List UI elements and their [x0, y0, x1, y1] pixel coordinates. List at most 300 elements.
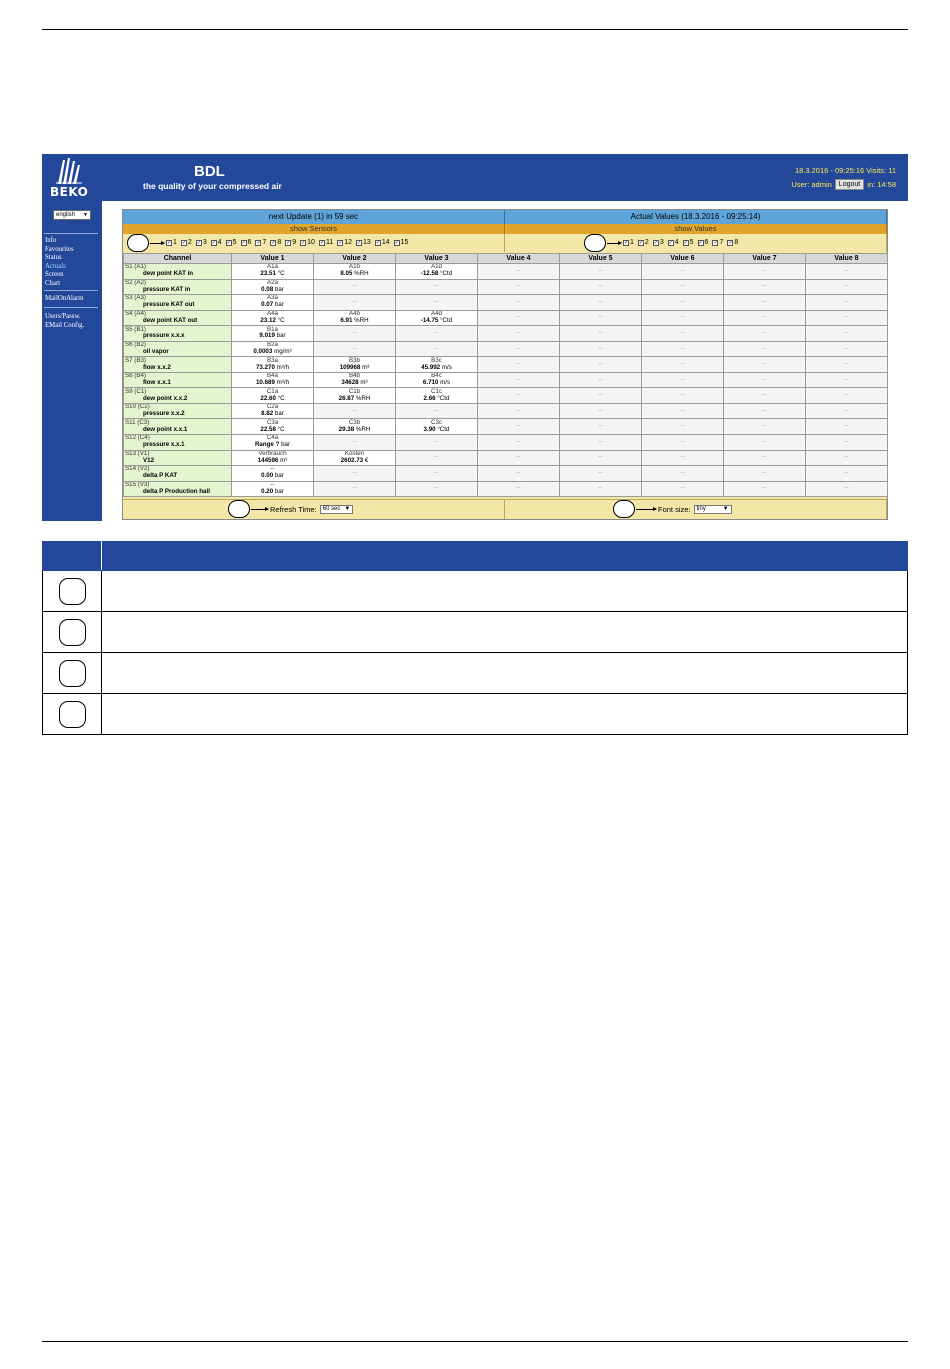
value-unit: m/s [441, 363, 452, 371]
sidebar-item-screen[interactable]: Screen [45, 271, 64, 278]
table-row [124, 264, 888, 280]
table-body [124, 264, 888, 497]
sidebar-item-status[interactable]: Status [45, 254, 62, 261]
value-checkbox[interactable] [727, 238, 738, 247]
checkbox-checked-icon[interactable]: ✓ [713, 239, 718, 246]
sensor-checkbox-cell [123, 234, 505, 252]
language-select[interactable] [53, 210, 91, 220]
callout-marker [127, 234, 149, 252]
sensor-checkbox[interactable] [375, 238, 390, 247]
empty-value-cell: -- [642, 326, 724, 342]
empty-value-cell: -- [724, 419, 806, 435]
callout-marker [228, 500, 250, 518]
value-reading [396, 396, 477, 403]
value-label: C1a [266, 387, 279, 395]
empty-value-cell: -- [642, 435, 724, 451]
value-number: Range ? [254, 441, 280, 449]
checkbox-checked-icon[interactable]: ✓ [211, 239, 216, 246]
legend-row [43, 653, 908, 694]
channel-id: S9 (C1) [125, 387, 147, 395]
channel-cell [124, 264, 232, 280]
value-cell [232, 295, 314, 311]
checkbox-checked-icon[interactable]: ✓ [301, 239, 306, 246]
sensor-checkbox[interactable] [226, 238, 237, 247]
value-reading [232, 349, 313, 356]
value-unit: °Ctd [440, 270, 453, 278]
sensor-checkbox-label: 4 [217, 239, 222, 246]
app-subtitle: the quality of your compressed air [143, 181, 282, 191]
channel-id: S7 (B3) [125, 356, 146, 364]
value-checkbox[interactable] [653, 238, 664, 247]
value-cell [232, 310, 314, 326]
value-unit: € [364, 456, 369, 464]
value-unit: m/s [440, 379, 451, 387]
sensor-checkbox[interactable] [285, 238, 296, 247]
empty-value-cell: -- [724, 450, 806, 466]
legend-table [42, 541, 908, 735]
table-row [124, 481, 888, 497]
arrow-icon [251, 509, 268, 510]
channel-id: S14 (V2) [125, 465, 150, 473]
empty-value-cell: -- [642, 481, 724, 497]
language-value: english [56, 212, 76, 218]
table-row [124, 279, 888, 295]
sensor-checkbox[interactable] [356, 238, 371, 247]
logout-button[interactable]: Logout [835, 179, 864, 190]
sidebar-menu-config [45, 313, 84, 330]
sensor-checkbox-label: 9 [292, 239, 297, 246]
channel-name: flow x.x.2 [143, 363, 171, 371]
value-number: 34628 [341, 379, 359, 387]
channel-cell [124, 310, 232, 326]
legend-row-text [102, 694, 908, 735]
font-size-control [658, 505, 732, 514]
login-time: in: 14:58 [867, 180, 896, 189]
empty-value-cell: -- [560, 326, 642, 342]
value-checkbox-label: 8 [734, 239, 739, 246]
value-cell [314, 357, 396, 373]
value-label: C1b [348, 387, 361, 395]
channel-id: S5 (B1) [125, 325, 146, 333]
empty-value-cell: -- [560, 264, 642, 280]
table-row [124, 357, 888, 373]
empty-value-cell: -- [314, 403, 396, 419]
sensor-checkbox[interactable] [270, 238, 281, 247]
value-unit: bar [274, 301, 284, 309]
value-unit: %RH [354, 270, 369, 278]
value-unit: m³ [362, 363, 370, 371]
value-unit: %RH [355, 425, 371, 433]
show-values-label: show Values [505, 224, 887, 234]
value-unit: °C [277, 270, 285, 278]
channel-cell [124, 481, 232, 497]
table-row [124, 341, 888, 357]
value-label: B3a [266, 356, 278, 364]
checkbox-checked-icon[interactable]: ✓ [167, 239, 172, 246]
value-number: 22.58 [260, 425, 276, 433]
value-cell [232, 357, 314, 373]
value-unit: bar [281, 441, 291, 449]
callout-marker [59, 660, 86, 687]
sensor-checkbox-label: 3 [202, 239, 207, 246]
logo-text: BEKO [50, 185, 89, 199]
empty-value-cell: -- [806, 310, 888, 326]
refresh-select[interactable] [320, 505, 354, 514]
value-cell [396, 419, 478, 435]
empty-value-cell: -- [396, 435, 478, 451]
column-header-value-3: Value 3 [396, 254, 478, 264]
empty-value-cell: -- [806, 419, 888, 435]
checkbox-checked-icon[interactable]: ✓ [241, 239, 246, 246]
empty-value-cell: -- [560, 372, 642, 388]
channel-id: S6 (B2) [125, 341, 146, 349]
empty-value-cell: -- [806, 466, 888, 482]
value-number: 2.66 [423, 394, 436, 402]
table-row [124, 388, 888, 404]
value-cell [396, 264, 478, 280]
value-cell [314, 388, 396, 404]
value-number: 29.38 [338, 425, 355, 433]
checkbox-checked-icon[interactable]: ✓ [683, 239, 688, 246]
checkbox-checked-icon[interactable]: ✓ [338, 239, 343, 246]
empty-value-cell: -- [560, 310, 642, 326]
sensor-checkbox-label: 15 [400, 239, 409, 246]
value-checkbox[interactable] [638, 238, 649, 247]
value-unit: mg/m³ [274, 348, 292, 355]
value-label: A1b [348, 263, 360, 271]
value-checkbox[interactable] [623, 238, 634, 247]
value-reading [314, 427, 395, 434]
checkbox-checked-icon[interactable]: ✓ [653, 239, 659, 246]
empty-value-cell: -- [560, 388, 642, 404]
callout-marker [59, 619, 86, 646]
empty-value-cell: -- [478, 326, 560, 342]
channel-cell [124, 341, 232, 357]
empty-value-cell: -- [478, 419, 560, 435]
value-reading [396, 271, 477, 278]
channel-name: V12 [143, 456, 155, 464]
empty-value-cell: -- [806, 450, 888, 466]
sensor-checkbox[interactable] [255, 238, 266, 247]
font-size-select[interactable] [694, 505, 732, 514]
channel-id: S15 (V3) [125, 481, 150, 489]
empty-value-cell: -- [724, 466, 806, 482]
empty-value-cell: -- [478, 403, 560, 419]
empty-value-cell: -- [642, 372, 724, 388]
checkbox-checked-icon[interactable]: ✓ [226, 239, 231, 246]
empty-value-cell: -- [724, 310, 806, 326]
empty-value-cell: -- [560, 403, 642, 419]
empty-value-cell: -- [724, 341, 806, 357]
table-row [124, 403, 888, 419]
panel-header [123, 210, 887, 224]
empty-value-cell: -- [560, 295, 642, 311]
empty-value-cell: -- [478, 341, 560, 357]
value-reading [232, 411, 313, 418]
chevron-down-icon: ▼ [344, 506, 351, 512]
value-label: A4d [430, 310, 442, 317]
channel-cell [124, 450, 232, 466]
page-bottom-rule [42, 1341, 908, 1342]
channel-name: dew point KAT out [143, 316, 198, 324]
value-checkbox[interactable] [668, 238, 679, 247]
value-reading [232, 271, 313, 278]
value-checkbox-label: 5 [689, 239, 694, 246]
value-checkbox-label: 2 [644, 239, 649, 246]
refresh-control [270, 505, 353, 514]
empty-value-cell: -- [724, 403, 806, 419]
value-cell [232, 341, 314, 357]
empty-value-cell: -- [560, 279, 642, 295]
value-checkbox[interactable] [683, 238, 694, 247]
panel-footer [123, 499, 887, 519]
value-reading [232, 427, 313, 434]
empty-value-cell: -- [642, 419, 724, 435]
page-top-rule [42, 29, 908, 30]
arrow-icon [150, 243, 164, 244]
sidebar-menu-main [45, 237, 74, 288]
sidebar-item-favourites[interactable]: Favourites [45, 245, 74, 253]
empty-value-cell: -- [806, 326, 888, 342]
sidebar-item-info[interactable]: Info [45, 237, 57, 244]
channel-name: dew point KAT in [143, 270, 194, 278]
show-sensors-label: show Sensors [123, 224, 505, 234]
value-cell [396, 310, 478, 326]
channel-cell [124, 435, 232, 451]
sensor-checkbox[interactable] [241, 238, 252, 247]
sidebar-item-email-config[interactable]: EMail Config. [45, 321, 85, 329]
value-label: B4a [266, 372, 278, 380]
channel-name: pressure x.x.2 [143, 410, 185, 418]
checkbox-checked-icon[interactable]: ✓ [728, 239, 733, 246]
value-reading [232, 473, 313, 480]
value-label: A4a [266, 310, 278, 317]
column-header-value-2: Value 2 [314, 254, 396, 264]
value-cell [314, 264, 396, 280]
actual-values-title: Actual Values (18.3.2016 - 09:25:14) [505, 210, 887, 224]
value-cell [232, 279, 314, 295]
value-reading [232, 458, 313, 465]
value-number: 144596 [257, 456, 279, 464]
empty-value-cell: -- [642, 341, 724, 357]
checkbox-checked-icon[interactable]: ✓ [286, 239, 291, 246]
channel-cell [124, 357, 232, 373]
value-unit: %RH [354, 316, 369, 324]
checkbox-checked-icon[interactable]: ✓ [271, 239, 276, 246]
empty-value-cell: -- [314, 435, 396, 451]
channel-id: S4 (A4) [125, 310, 146, 317]
channel-id: S1 (A1) [125, 263, 146, 271]
empty-value-cell: -- [396, 403, 478, 419]
refresh-value: 60 sec [322, 506, 341, 512]
checkbox-checked-icon[interactable]: ✓ [698, 239, 703, 246]
empty-value-cell: -- [806, 341, 888, 357]
value-reading [232, 333, 313, 340]
value-reading [396, 318, 477, 325]
checkbox-checked-icon[interactable]: ✓ [181, 239, 187, 246]
legend-row-text [102, 653, 908, 694]
checkbox-checked-icon[interactable]: ✓ [375, 239, 381, 246]
channel-cell [124, 466, 232, 482]
legend-row-text [102, 571, 908, 612]
sensor-checkbox[interactable] [181, 238, 192, 247]
value-cell [232, 450, 314, 466]
value-checkbox-cell [505, 234, 887, 252]
empty-value-cell: -- [478, 279, 560, 295]
value-cell [314, 372, 396, 388]
value-number: 6.710 [422, 379, 439, 387]
value-number: 45.992 [421, 363, 441, 371]
empty-value-cell: -- [396, 450, 478, 466]
empty-value-cell: -- [806, 295, 888, 311]
sensor-checkbox-label: 7 [262, 239, 267, 246]
value-reading [232, 302, 313, 309]
empty-value-cell: -- [560, 357, 642, 373]
sensor-checkbox-label: 6 [247, 239, 252, 246]
channel-id: S13 (V1) [125, 450, 150, 457]
sidebar-item-chart[interactable]: Chart [45, 279, 61, 287]
value-checkbox[interactable] [698, 238, 709, 247]
value-unit: m³/h [276, 363, 290, 371]
value-cell [396, 357, 478, 373]
sensor-checkbox[interactable] [211, 238, 222, 247]
value-number: 10.689 [255, 379, 275, 387]
value-number: 9.019 [259, 332, 275, 340]
channel-name: pressure x.x.1 [143, 441, 185, 449]
value-label: B2a [266, 341, 278, 349]
empty-value-cell: -- [396, 466, 478, 482]
sidebar-item-actuals[interactable]: Actuals [45, 262, 66, 270]
actual-values-panel [122, 209, 888, 520]
value-unit: m³/h [276, 379, 290, 387]
sensor-checkbox[interactable] [394, 238, 409, 247]
value-checkbox[interactable] [712, 238, 723, 247]
value-reading [232, 318, 313, 325]
sensor-checkbox[interactable] [166, 238, 177, 247]
sensor-checkbox-label: 2 [187, 239, 192, 246]
empty-value-cell: -- [396, 481, 478, 497]
value-number: 0.07 [261, 301, 274, 309]
value-label: Verbrauch [258, 450, 287, 457]
value-number: 0.0003 [253, 348, 273, 355]
channel-cell [124, 419, 232, 435]
checkbox-checked-icon[interactable]: ✓ [394, 239, 399, 246]
user-label: User: admin [791, 180, 832, 189]
empty-value-cell: -- [724, 264, 806, 280]
value-number: 3.90 [423, 425, 436, 433]
value-reading [314, 271, 395, 278]
sidebar-divider [44, 290, 98, 291]
channel-cell [124, 279, 232, 295]
sidebar-item-mailonalarm[interactable]: MailOnAlarm [45, 295, 84, 302]
table-row [124, 466, 888, 482]
empty-value-cell: -- [642, 403, 724, 419]
sensor-checkbox-label: 12 [344, 239, 353, 246]
sidebar-divider [44, 233, 98, 234]
value-unit: °Ctd [437, 394, 450, 402]
sensor-checkbox-label: 13 [363, 239, 371, 246]
value-unit: °C [277, 316, 285, 324]
value-cell [232, 264, 314, 280]
empty-value-cell: -- [806, 264, 888, 280]
checkbox-checked-icon[interactable]: ✓ [256, 239, 261, 246]
user-status [791, 179, 896, 190]
checkbox-checked-icon[interactable]: ✓ [196, 239, 202, 246]
value-label: Kosten [344, 450, 365, 457]
value-checkbox-label: 4 [674, 239, 679, 246]
font-size-label: Font size: [658, 505, 691, 514]
sidebar-menu-alarm [45, 295, 84, 304]
value-cell [232, 403, 314, 419]
checkbox-checked-icon[interactable]: ✓ [638, 239, 644, 246]
checkbox-checked-icon[interactable]: ✓ [624, 239, 629, 246]
empty-value-cell: -- [642, 295, 724, 311]
channel-name: dew point x.x.2 [143, 394, 188, 402]
sensor-checkbox-label: 1 [173, 239, 177, 246]
value-label: -- [270, 481, 275, 489]
value-checkbox-label: 3 [659, 239, 664, 246]
value-label: A1d [430, 263, 442, 271]
arrow-icon [636, 509, 656, 510]
value-checkbox-label: 1 [630, 239, 634, 246]
value-unit: bar [274, 285, 284, 293]
value-cell [232, 388, 314, 404]
value-number: 2602.73 [340, 456, 364, 464]
empty-value-cell: -- [642, 279, 724, 295]
empty-value-cell: -- [642, 450, 724, 466]
checkbox-row [123, 234, 887, 252]
empty-value-cell: -- [478, 372, 560, 388]
empty-value-cell: -- [724, 295, 806, 311]
checkbox-checked-icon[interactable]: ✓ [668, 239, 673, 246]
value-label: C4a [266, 434, 279, 442]
arrow-icon [607, 243, 621, 244]
callout-marker [59, 578, 86, 605]
checkbox-checked-icon[interactable]: ✓ [357, 239, 362, 246]
channel-cell [124, 403, 232, 419]
value-label: B3b [348, 356, 360, 364]
empty-value-cell: -- [560, 341, 642, 357]
channel-id: S3 (A3) [125, 294, 146, 302]
sensor-checkbox-label: 5 [232, 239, 237, 246]
empty-value-cell: -- [396, 295, 478, 311]
sensor-checkbox[interactable] [196, 238, 207, 247]
empty-value-cell: -- [806, 481, 888, 497]
channel-cell [124, 372, 232, 388]
value-unit: °C [277, 394, 285, 402]
value-number: -12.58 [420, 270, 439, 278]
legend-header-row [43, 542, 908, 571]
empty-value-cell: -- [806, 403, 888, 419]
sensor-checkbox[interactable] [319, 238, 333, 247]
value-checkbox-label: 7 [719, 239, 724, 246]
value-cell [232, 419, 314, 435]
value-unit: %RH [355, 394, 371, 402]
callout-marker [584, 234, 606, 252]
value-label: -- [270, 465, 275, 473]
show-toggles-header [123, 224, 887, 234]
sensor-checkbox[interactable] [337, 238, 352, 247]
value-cell [314, 419, 396, 435]
value-reading [232, 287, 313, 294]
sidebar-item-users-passw[interactable]: Users/Passw. [45, 313, 81, 320]
sidebar [42, 201, 102, 521]
checkbox-checked-icon[interactable]: ✓ [319, 239, 325, 246]
value-unit: bar [274, 410, 284, 418]
sensor-checkbox-label: 10 [307, 239, 315, 246]
sensor-checkbox[interactable] [300, 238, 315, 247]
empty-value-cell: -- [478, 264, 560, 280]
